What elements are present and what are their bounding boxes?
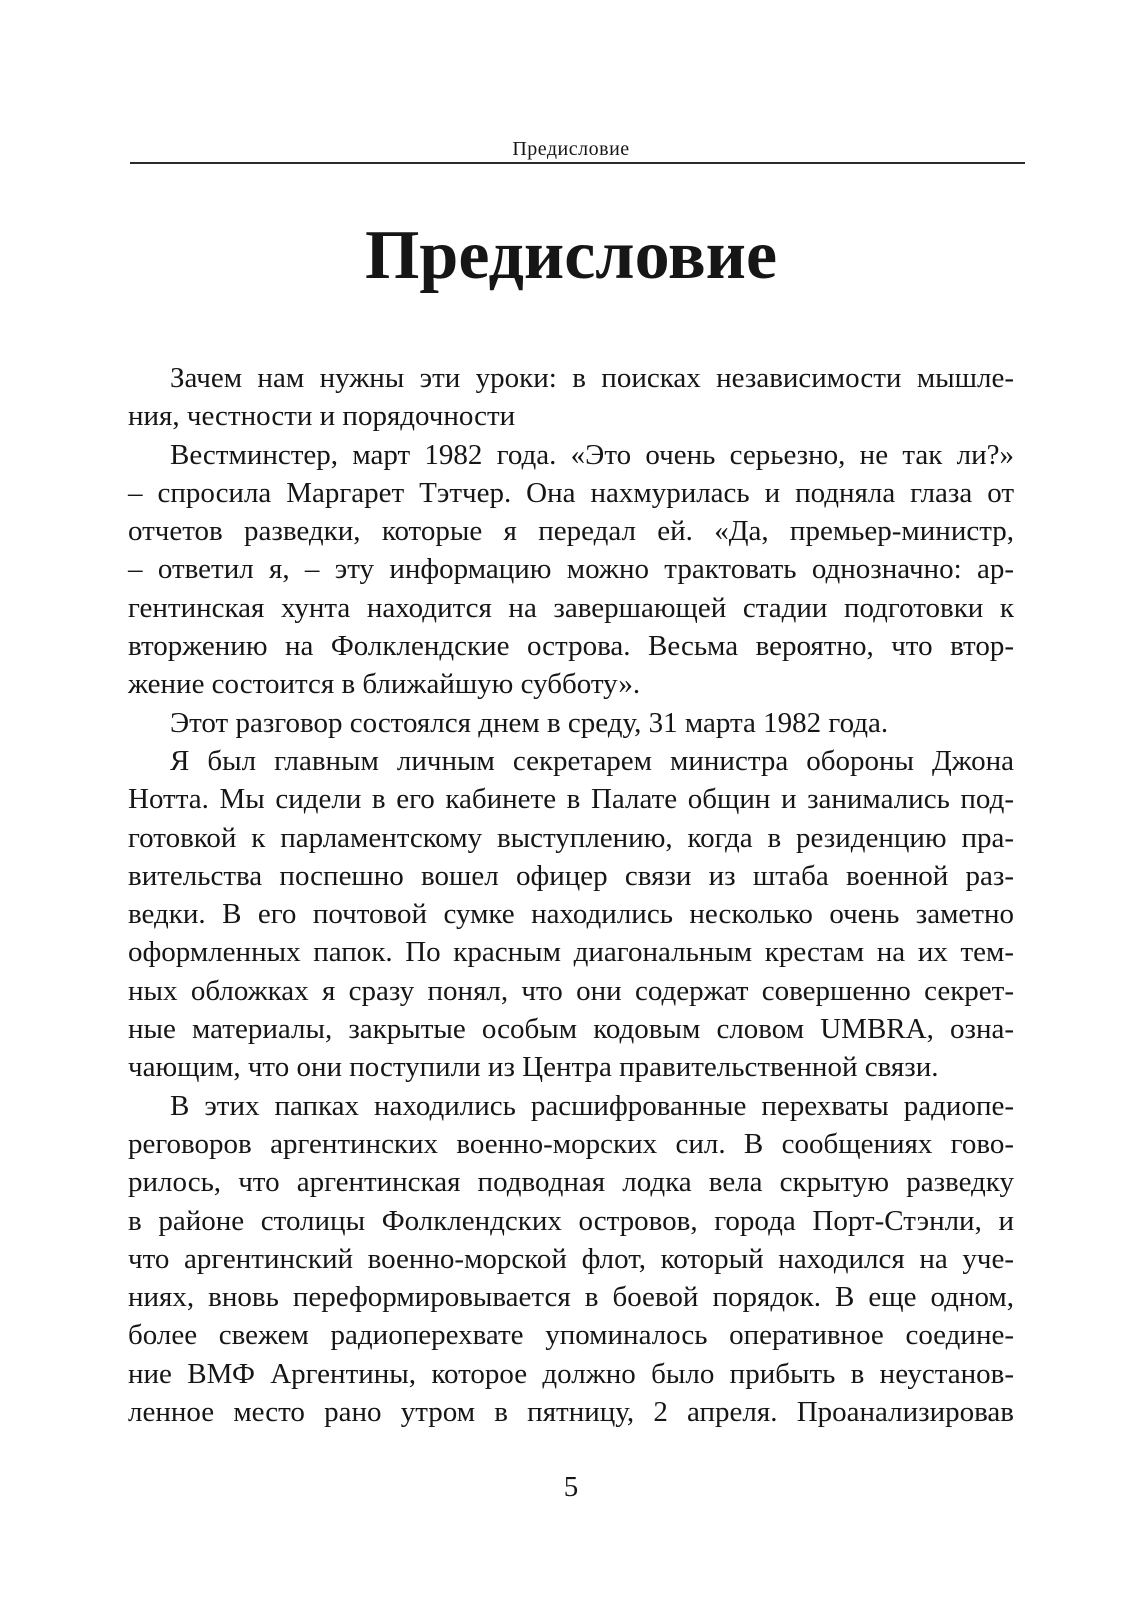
text-line: жение состоится в ближайшую субботу». — [128, 668, 641, 701]
paragraph — [128, 1087, 1014, 1432]
text-line: рилось, что аргентинская подводная лодка вела скрытую разведку — [128, 1166, 1014, 1199]
text-line: В этих папках находились расшифрованные перехваты радиопе- — [170, 1089, 1014, 1122]
text-line: ниях, вновь переформировывается в боевой порядок. В еще одном, — [128, 1281, 1014, 1314]
text-line: Вестминстер, март 1982 года. «Это очень серьезно, не так ли?» — [170, 438, 1014, 471]
text-line: чающим, что они поступили из Центра правительственной связи. — [128, 1051, 939, 1084]
running-header: Предисловие — [512, 138, 630, 160]
text-line: готовкой к парламентскому выступлению, когда в резиденцию пра- — [128, 821, 1014, 854]
text-line: Этот разговор состоялся днем в среду, 31 марта 1982 года. — [170, 706, 889, 739]
paragraph — [128, 436, 1014, 704]
text-line: гентинская хунта находится на завершающей стадии подготовки к — [128, 591, 1014, 624]
text-line: ных обложках я сразу понял, что они содержат совершенно секрет- — [128, 974, 1014, 1007]
text-line: что аргентинский военно-морской флот, который находился на уче- — [128, 1242, 1014, 1275]
text-line: – спросила Маргарет Тэтчер. Она нахмурилась и подняла глаза от — [128, 476, 1014, 509]
body-text — [128, 359, 1014, 1431]
text-line: отчетов разведки, которые я передал ей. «Да, премьер-министр, — [128, 515, 1014, 548]
text-line: ленное место рано утром в пятницу, 2 апреля. Проанализировав — [128, 1396, 1014, 1429]
text-line: реговоров аргентинских военно-морских сил. В сообщениях гово- — [128, 1127, 1014, 1160]
header-rule — [130, 162, 1025, 164]
text-line: более свежем радиоперехвате упоминалось оперативное соедине- — [128, 1319, 1014, 1352]
text-line: в районе столицы Фолклендских островов, города Порт-Стэнли, и — [128, 1204, 1014, 1237]
text-line: ния, честности и порядочности — [128, 400, 516, 433]
paragraph — [128, 704, 1014, 742]
paragraph — [128, 359, 1014, 436]
text-line: – ответил я, – эту информацию можно трактовать однозначно: ар- — [128, 553, 1014, 586]
text-line: Нотта. Мы сидели в его кабинете в Палате общин и занимались под- — [128, 783, 1014, 816]
text-line: Я был главным личным секретарем министра обороны Джона — [170, 744, 1014, 777]
text-line: Зачем нам нужны эти уроки: в поисках независимости мышле- — [170, 362, 1014, 394]
paragraph — [128, 742, 1014, 1087]
text-line: ные материалы, закрытые особым кодовым словом UMBRA, озна- — [128, 1013, 1014, 1046]
text-line: оформленных папок. По красным диагональным крестам на их тем- — [128, 936, 1014, 969]
text-line: ведки. В его почтовой сумке находились несколько очень заметно — [128, 898, 1014, 931]
text-line: вторжению на Фолклендские острова. Весьма вероятно, что втор- — [128, 630, 1014, 663]
chapter-title: Предисловие — [364, 217, 778, 294]
text-line: вительства поспешно вошел офицер связи из штаба военной раз- — [128, 859, 1014, 892]
text-line: ние ВМФ Аргентины, которое должно было прибыть в неустанов- — [128, 1357, 1014, 1390]
page-number: 5 — [563, 1471, 579, 1503]
